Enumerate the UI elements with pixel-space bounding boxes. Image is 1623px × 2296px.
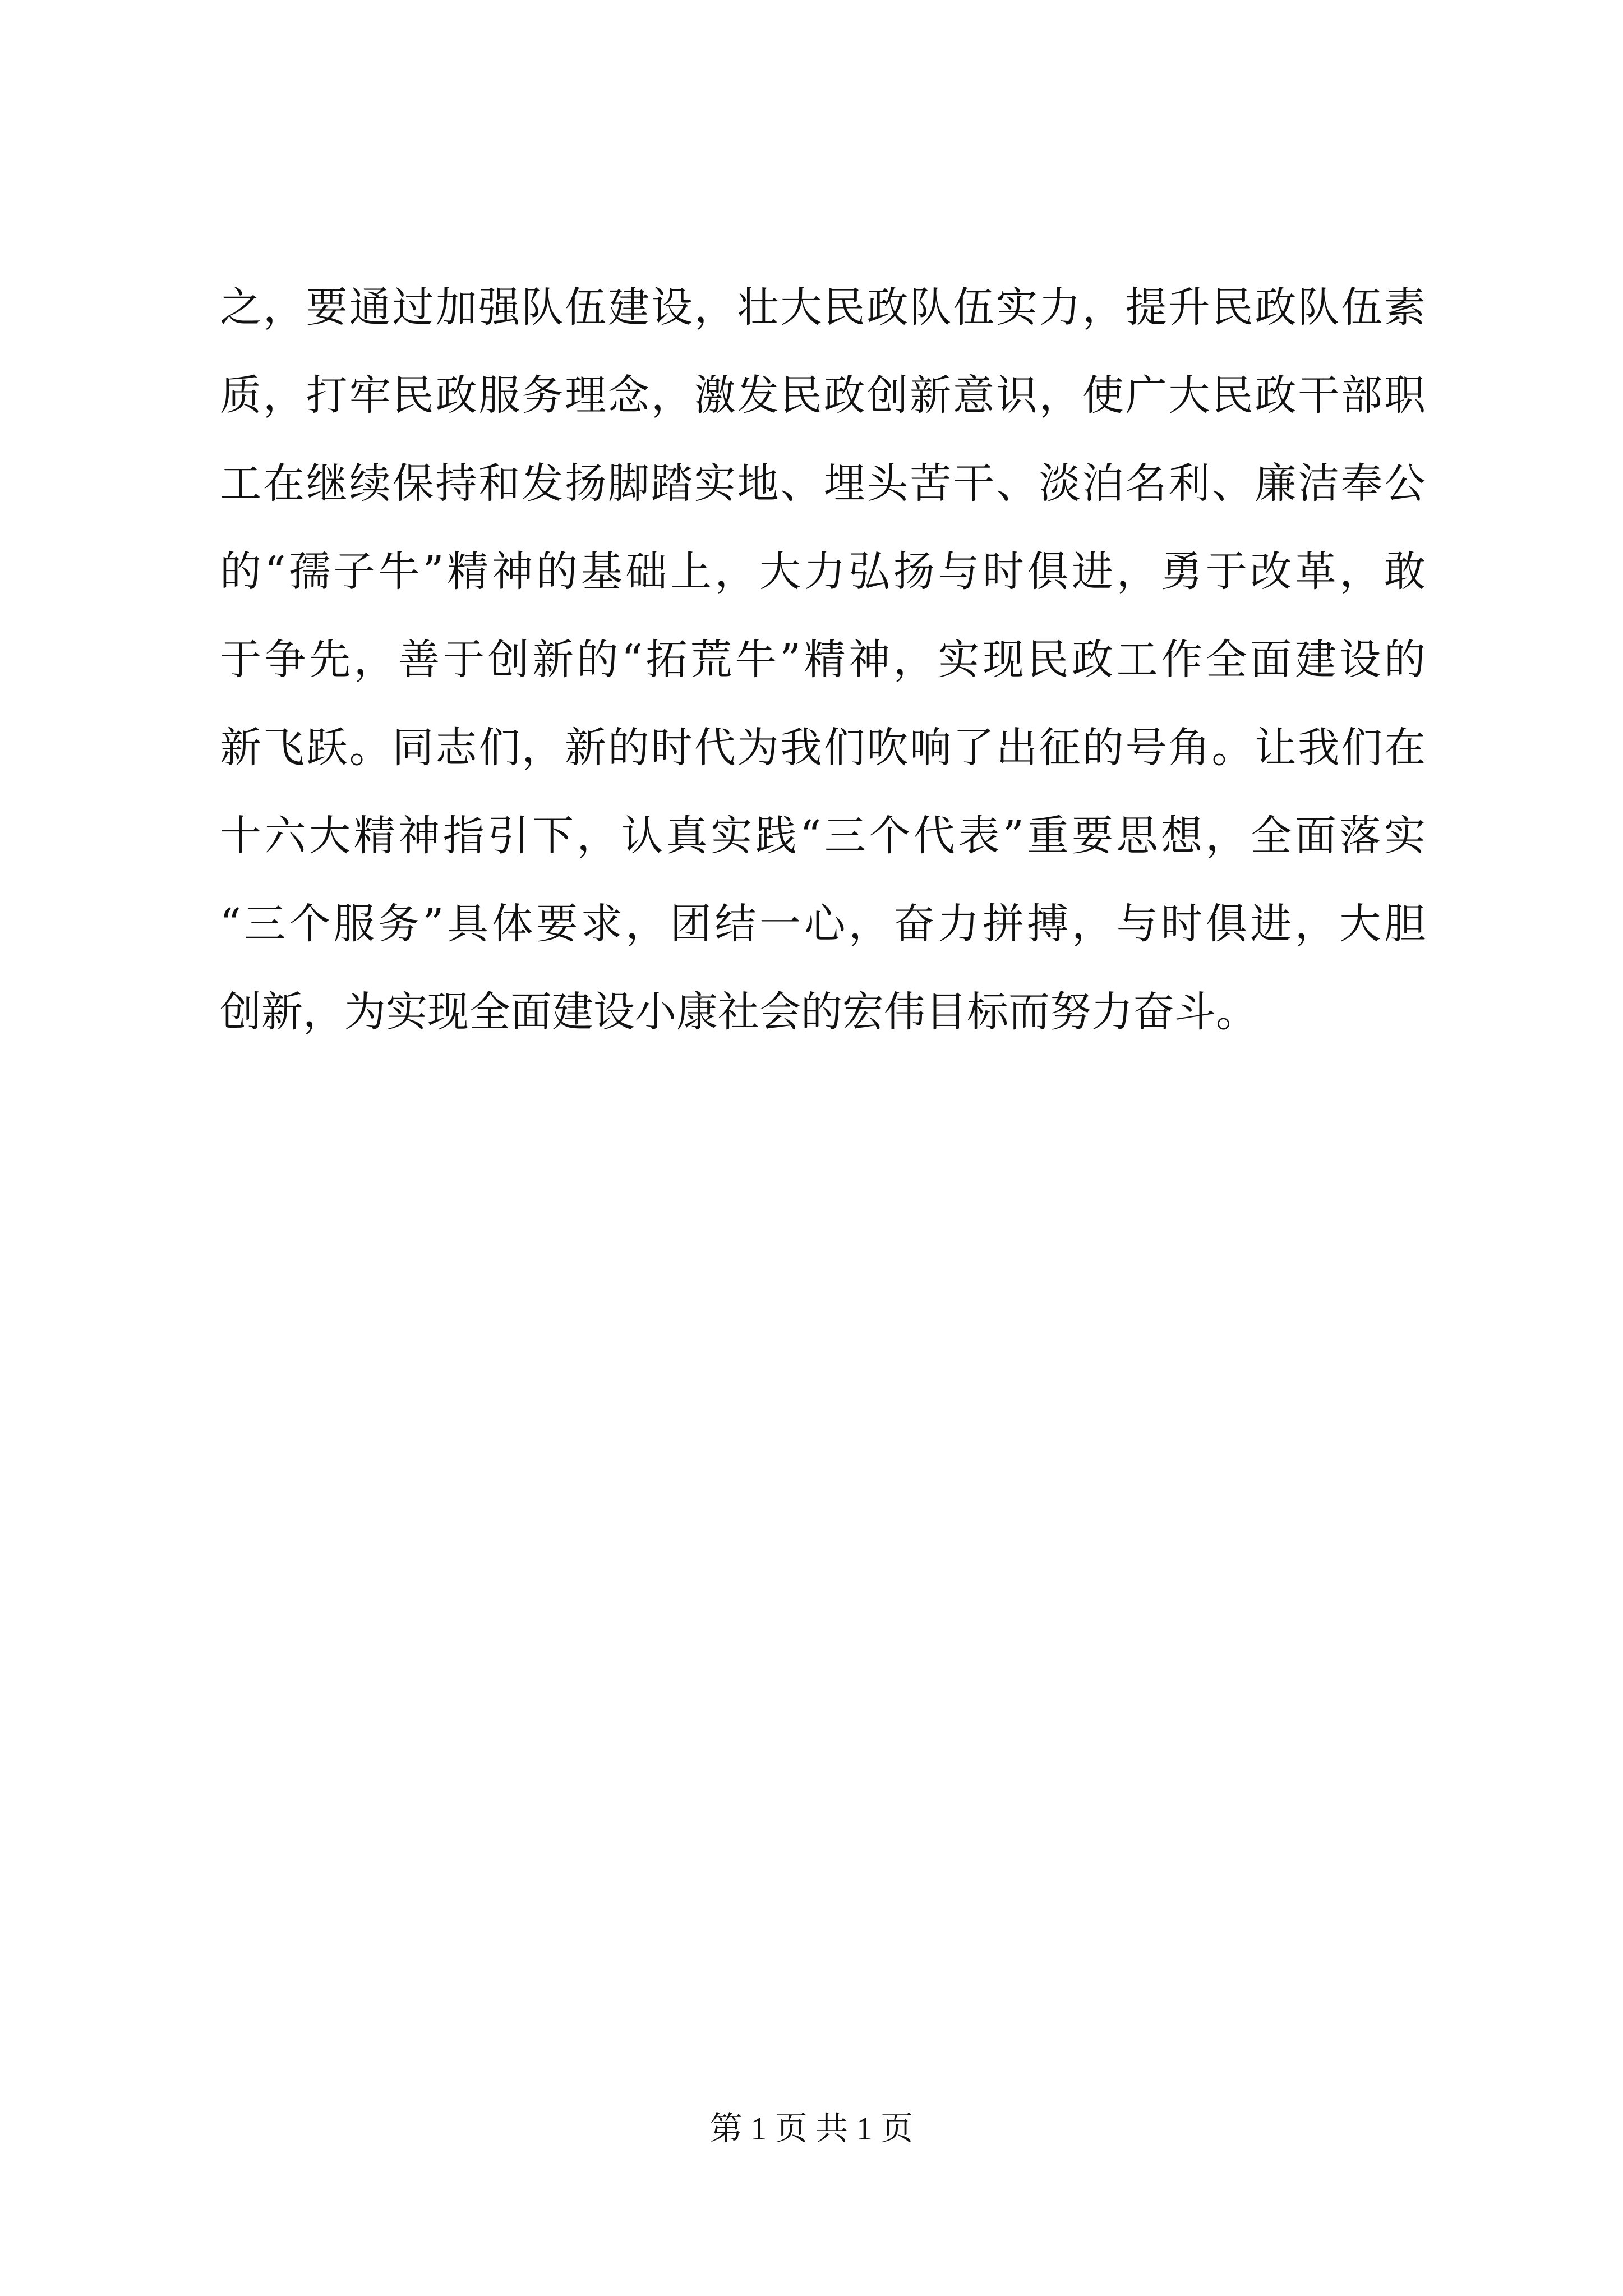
paragraph-line-5: 于争先，善于创新的“拓荒牛”精神，实现民政工作全面建设的 (220, 636, 1426, 684)
paragraph-line-1: 之，要通过加强队伍建设，壮大民政队伍实力，提升民政队伍素 (220, 283, 1426, 332)
paragraph-line-2: 质，打牢民政服务理念，激发民政创新意识，使广大民政干部职 (220, 371, 1426, 420)
paragraph-line-9: 创新，为实现全面建设小康社会的宏伟目标而努力奋斗。 (220, 988, 1257, 1036)
paragraph-line-8: “三个服务”具体要求，团结一心，奋力拼搏，与时俱进，大胆 (220, 900, 1426, 948)
page-footer: 第 1 页 共 1 页 (709, 2110, 914, 2147)
paragraph-line-6: 新飞跃。同志们，新的时代为我们吹响了出征的号角。让我们在 (220, 724, 1426, 772)
paragraph-line-3: 工在继续保持和发扬脚踏实地、埋头苦干、淡泊名利、廉洁奉公 (220, 459, 1426, 508)
body-paragraph (220, 264, 1426, 1056)
paragraph-line-4: 的“孺子牛”精神的基础上，大力弘扬与时俱进，勇于改革，敢 (220, 547, 1426, 596)
paragraph-line-7: 十六大精神指引下，认真实践“三个代表”重要思想，全面落实 (220, 812, 1426, 860)
